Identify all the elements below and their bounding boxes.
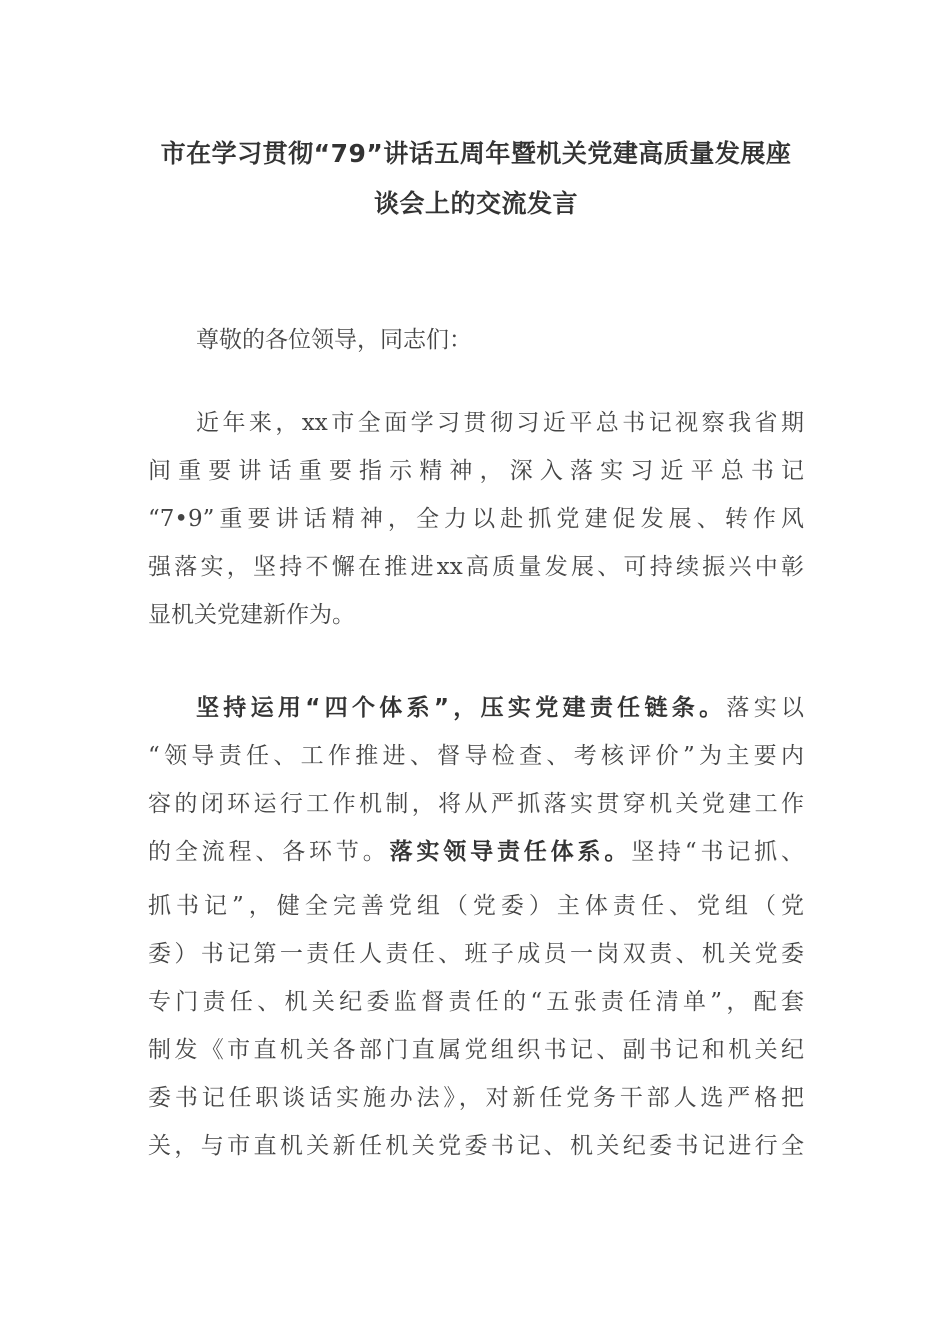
paragraph-1-line-4: 强落实，坚持不懈在推进xx高质量发展、可持续振兴中彰 (148, 554, 804, 580)
salutation: 尊敬的各位领导，同志们： (196, 327, 472, 353)
paragraph-2-line-8: 制发《市直机关各部门直属党组织书记、副书记和机关纪 (148, 1037, 804, 1063)
section-heading: 坚持运用“四个体系”，压实党建责任链条。 (196, 695, 727, 721)
paragraph-2-line-4-text: 的全流程、各环节。 (148, 839, 390, 865)
paragraph-2-line-3: 容的闭环运行工作机制，将从严抓落实贯穿机关党建工作 (148, 791, 804, 817)
paragraph-2-line-1-text: 落实以 (726, 695, 804, 721)
paragraph-1-line-3: “7•9”重要讲话精神，全力以赴抓党建促发展、转作风 (148, 506, 804, 532)
paragraph-2-line-2: “领导责任、工作推进、督导检查、考核评价”为主要内 (148, 743, 804, 769)
document-title-line-2: 谈会上的交流发言 (373, 189, 578, 218)
paragraph-2-line-7: 专门责任、机关纪委监督责任的“五张责任清单”，配套 (148, 989, 804, 1015)
paragraph-1-line-1: 近年来，xx市全面学习贯彻习近平总书记视察我省期 (196, 410, 804, 436)
paragraph-2-line-4-rest: 坚持“书记抓、 (631, 839, 804, 865)
paragraph-2-line-5: 抓书记”，健全完善党组（党委）主体责任、党组（党 (148, 893, 804, 919)
paragraph-2-line-9: 委书记任职谈话实施办法》，对新任党务干部人选严格把 (148, 1085, 804, 1111)
paragraph-1-line-2: 间重要讲话重要指示精神，深入落实习近平总书记 (148, 458, 804, 484)
paragraph-2-line-4 (148, 828, 804, 876)
document-title-line-1: 市在学习贯彻“79”讲话五周年暨机关党建高质量发展座 (160, 139, 792, 168)
sub-heading: 落实领导责任体系。 (389, 839, 632, 865)
paragraph-2-line-10: 关，与市直机关新任机关党委书记、机关纪委书记进行全 (148, 1133, 804, 1159)
paragraph-1-line-5: 显机关党建新作为。 (148, 602, 355, 628)
paragraph-2-line-1 (196, 684, 804, 732)
paragraph-2-line-6: 委）书记第一责任人责任、班子成员一岗双责、机关党委 (148, 941, 804, 967)
